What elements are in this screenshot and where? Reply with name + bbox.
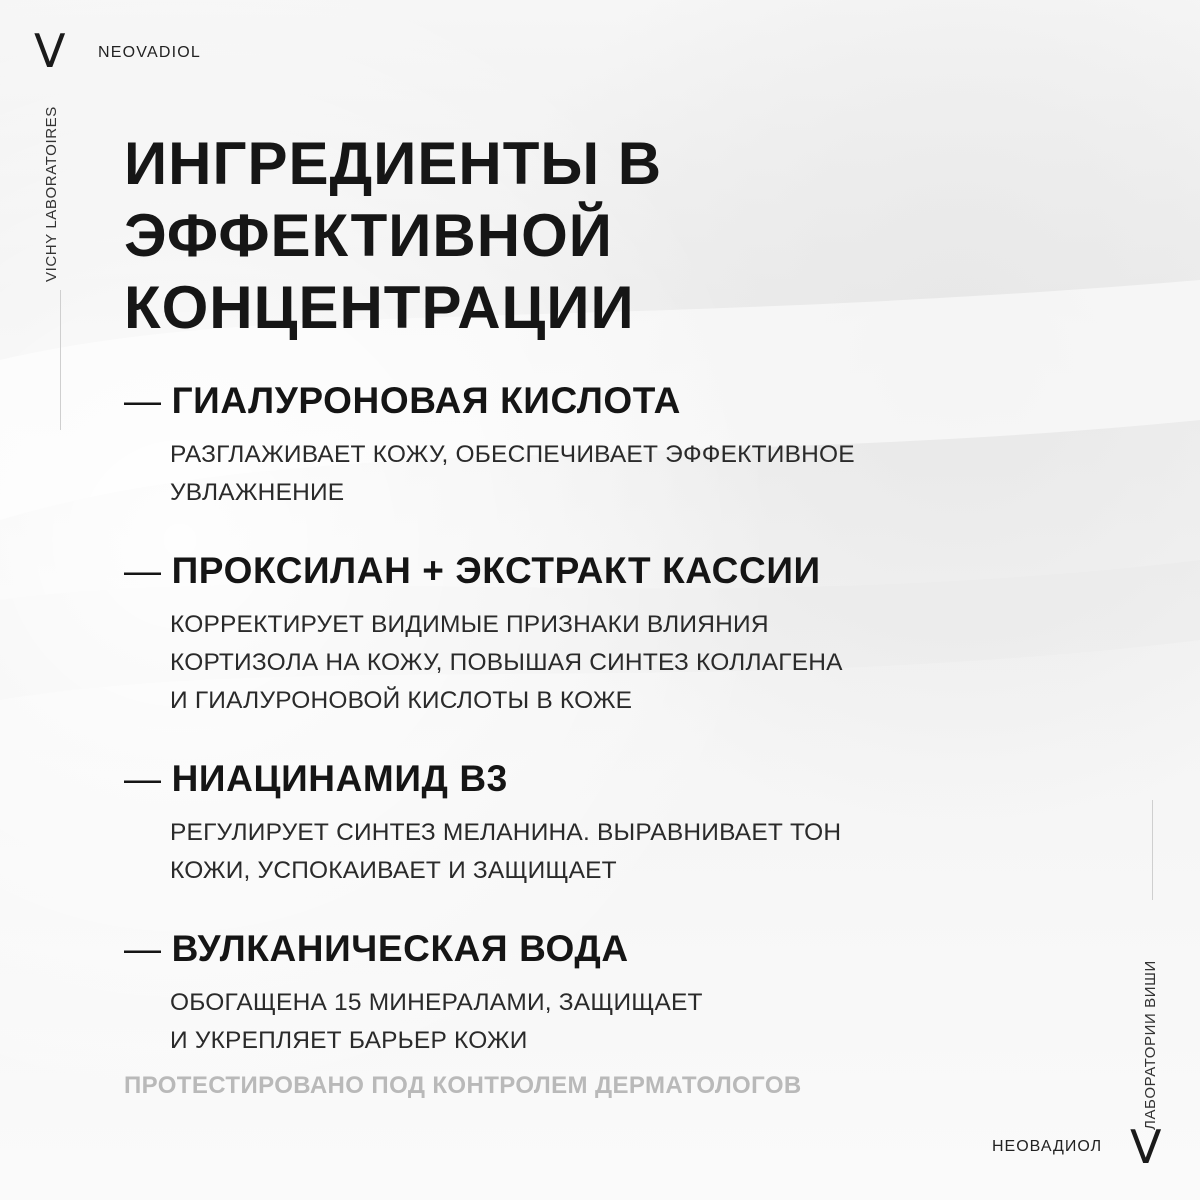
page-title — [124, 128, 1164, 344]
brand-label-bottom: НЕОВАДИОЛ — [992, 1138, 1103, 1155]
vertical-brand-right: ЛАБОРАТОРИИ ВИШИ — [1142, 960, 1159, 1130]
ingredient-name: — ВУЛКАНИЧЕСКАЯ ВОДА — [124, 928, 629, 969]
ingredient-description — [170, 984, 970, 1060]
ingredient-description — [170, 814, 970, 890]
desc-line: РЕГУЛИРУЕТ СИНТЕЗ МЕЛАНИНА. ВЫРАВНИВАЕТ ТОН — [170, 819, 842, 846]
ingredient-name: — ПРОКСИЛАН + ЭКСТРАКТ КАССИИ — [124, 550, 821, 591]
ingredient-description — [170, 436, 970, 512]
ingredient-item — [124, 548, 1024, 720]
dash: — — [124, 758, 162, 799]
divider-right — [1152, 800, 1153, 900]
ingredient-description — [170, 606, 970, 720]
dash: — — [124, 550, 162, 591]
ingredient-name: — ГИАЛУРОНОВАЯ КИСЛОТА — [124, 380, 681, 421]
vichy-logo-icon: V — [34, 24, 66, 78]
desc-line: КОРРЕКТИРУЕТ ВИДИМЫЕ ПРИЗНАКИ ВЛИЯНИЯ — [170, 611, 769, 638]
desc-line: КОЖИ, УСПОКАИВАЕТ И ЗАЩИЩАЕТ — [170, 857, 617, 884]
desc-line: И УКРЕПЛЯЕТ БАРЬЕР КОЖИ — [170, 1027, 528, 1054]
dash: — — [124, 928, 162, 969]
dash: — — [124, 380, 162, 421]
dermatologist-tested-note: ПРОТЕСТИРОВАНО ПОД КОНТРОЛЕМ ДЕРМАТОЛОГОВ — [124, 1072, 802, 1099]
ingredient-item — [124, 926, 1024, 1060]
desc-line: ОБОГАЩЕНА 15 МИНЕРАЛАМИ, ЗАЩИЩАЕТ — [170, 989, 703, 1016]
title-line-2: КОНЦЕНТРАЦИИ — [124, 274, 635, 341]
desc-line: И ГИАЛУРОНОВОЙ КИСЛОТЫ В КОЖЕ — [170, 687, 633, 714]
ingredient-item — [124, 756, 1024, 890]
ingredient-list — [124, 378, 1024, 1096]
desc-line: УВЛАЖНЕНИЕ — [170, 479, 345, 506]
ingredient-name: — НИАЦИНАМИД В3 — [124, 758, 508, 799]
brand-label-top: NEOVADIOL — [98, 44, 201, 61]
title-line-1: ИНГРЕДИЕНТЫ В ЭФФЕКТИВНОЙ — [124, 130, 663, 269]
vichy-logo-icon: V — [1130, 1120, 1162, 1174]
desc-line: РАЗГЛАЖИВАЕТ КОЖУ, ОБЕСПЕЧИВАЕТ ЭФФЕКТИВНОЕ — [170, 441, 855, 468]
divider-left — [60, 290, 61, 430]
ingredient-item — [124, 378, 1024, 512]
desc-line: КОРТИЗОЛА НА КОЖУ, ПОВЫШАЯ СИНТЕЗ КОЛЛАГЕНА — [170, 649, 843, 676]
vertical-brand-left: VICHY LABORATOIRES — [43, 106, 60, 282]
